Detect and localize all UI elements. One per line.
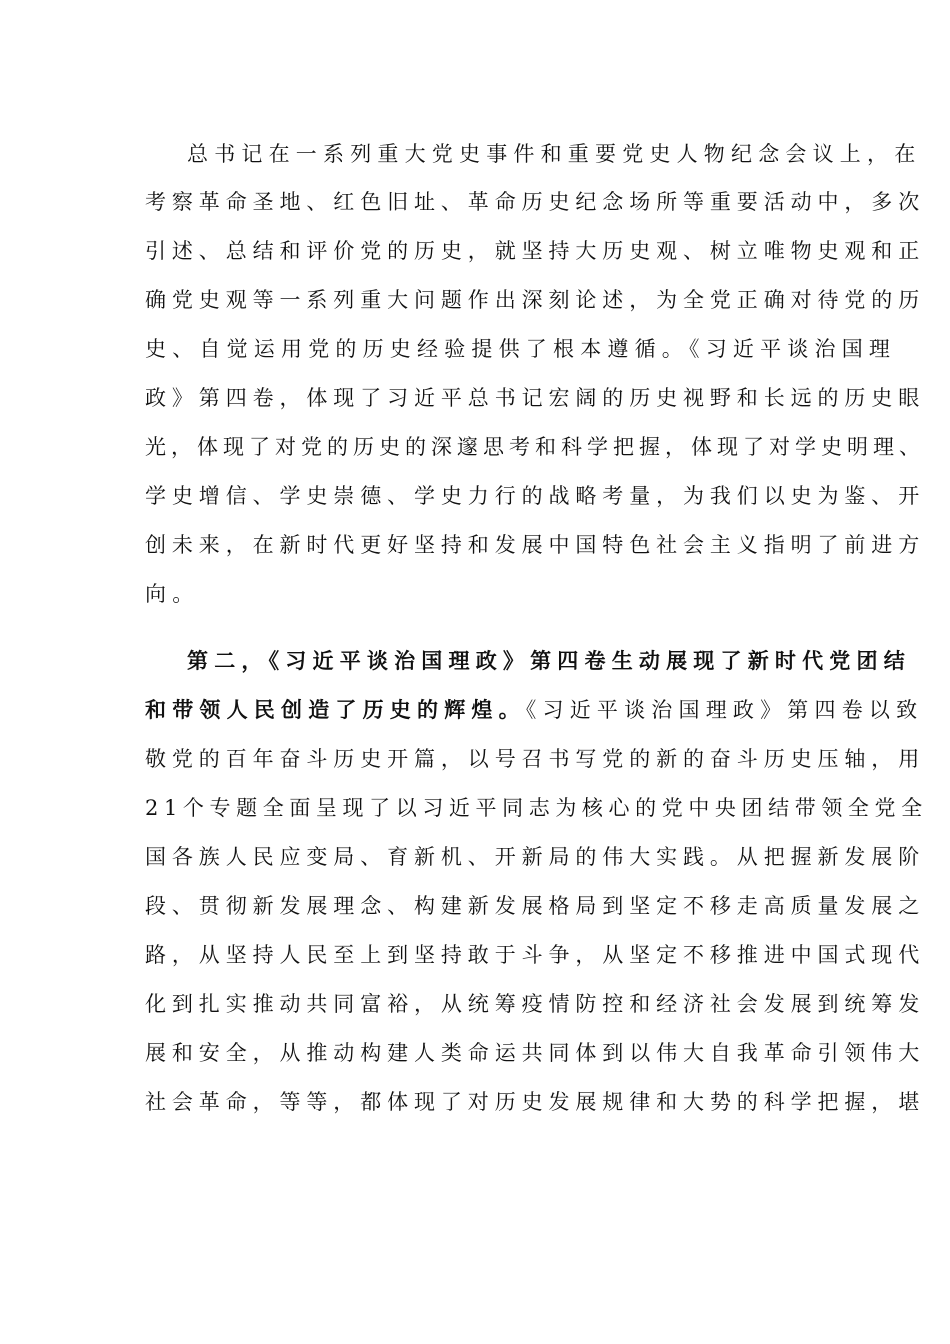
- paragraph-1-line-8: 学史增信、学史崇德、学史力行的战略考量，为我们以史为鉴、开: [145, 484, 926, 508]
- paragraph-2-line-3: 敬党的百年奋斗历史开篇，以号召书写党的新的奋斗历史压轴，用: [145, 747, 926, 771]
- paragraph-2-line-8: 化到扎实推动共同富裕，从统筹疫情防控和经济社会发展到统筹发: [145, 992, 926, 1016]
- paragraph-1-line-9: 创未来，在新时代更好坚持和发展中国特色社会主义指明了前进方: [145, 533, 926, 557]
- paragraph-1-line-3: 引述、总结和评价党的历史，就坚持大历史观、树立唯物史观和正: [145, 239, 926, 263]
- paragraph-2-line-4: 21个专题全面呈现了以习近平同志为核心的党中央团结带领全党全: [145, 796, 928, 820]
- paragraph-2-line-5: 国各族人民应变局、育新机、开新局的伟大实践。从把握新发展阶: [145, 845, 926, 869]
- paragraph-2-line-2-rest: 《习近平谈治国理政》第四卷以致: [525, 698, 924, 722]
- paragraph-1-line-6: 政》第四卷，体现了习近平总书记宏阔的历史视野和长远的历史眼: [145, 386, 926, 410]
- paragraph-2-line-7: 路，从坚持人民至上到坚持敢于斗争，从坚定不移推进中国式现代: [145, 943, 926, 967]
- paragraph-1-line-4: 确党史观等一系列重大问题作出深刻论述，为全党正确对待党的历: [145, 288, 926, 312]
- paragraph-1-line-1: 总书记在一系列重大党史事件和重要党史人物纪念会议上，在: [187, 142, 922, 166]
- paragraph-1-line-7: 光，体现了对党的历史的深邃思考和科学把握，体现了对学史明理、: [145, 435, 925, 459]
- paragraph-2-line-2: [145, 690, 923, 730]
- paragraph-1-line-2: 考察革命圣地、红色旧址、革命历史纪念场所等重要活动中，多次: [145, 190, 926, 214]
- paragraph-1-line-5: 史、自觉运用党的历史经验提供了根本遵循。《习近平谈治国理: [145, 337, 897, 361]
- paragraph-2-line-6: 段、贯彻新发展理念、构建新发展格局到坚定不移走高质量发展之: [145, 894, 926, 918]
- paragraph-2-heading-line-1: 第二，《习近平谈治国理政》第四卷生动展现了新时代党团结: [187, 648, 911, 673]
- paragraph-1-line-10: 向。: [145, 582, 200, 606]
- paragraph-2-heading-line-2: 和带领人民创造了历史的辉煌。: [145, 697, 526, 722]
- paragraph-2-line-10: 社会革命，等等，都体现了对历史发展规律和大势的科学把握，堪: [145, 1090, 926, 1114]
- paragraph-2-line-9: 展和安全，从推动构建人类命运共同体到以伟大自我革命引领伟大: [145, 1041, 926, 1065]
